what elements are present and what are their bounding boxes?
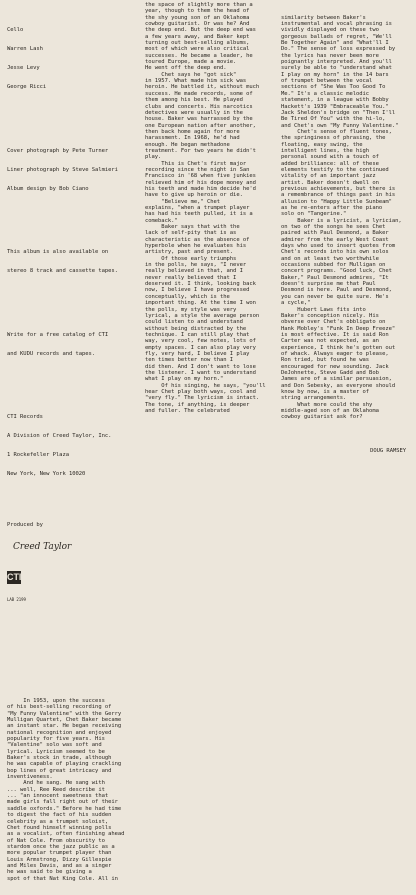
text-line: "My Funny Valentine" with the Gerry: [7, 710, 122, 717]
text-line: "Believe me," Chet: [145, 198, 221, 205]
text-line: cowboy guitarist ask for?: [281, 414, 363, 421]
text-line: characteristic as the absence of: [145, 236, 250, 243]
text-line: statement, in a league with Bobby: [281, 97, 389, 104]
text-line: has had his teeth pulled, it is a: [145, 211, 253, 218]
text-line: in 1957. What made him sick was: [145, 78, 247, 85]
text-line: intelligent lines, the high: [281, 147, 370, 154]
text-line: previous achievements, but there is: [281, 185, 396, 192]
production-credits: [7, 135, 142, 205]
text-line: The tone, if anything, is deeper: [145, 401, 250, 408]
text-line: "very fly." The lyricism is intact.: [145, 395, 260, 402]
text-line: I play on my horn" in the 14 bars: [281, 71, 389, 78]
text-line: days who used to insert quotes from: [281, 243, 396, 250]
stereo-line: This album is also available on: [7, 249, 109, 256]
text-line: recording since the night in San: [145, 166, 250, 173]
text-line: He went off the deep end.: [145, 65, 227, 72]
text-line: of his best-selling recording of: [7, 704, 112, 711]
text-line: artistry, past and present.: [145, 249, 234, 256]
text-line: success. He made records, some of: [145, 90, 253, 97]
text-line: Baker's stock in trade, although: [7, 755, 112, 762]
text-line: as he re-enters after the piano: [281, 205, 383, 211]
text-line: string arrangements.: [281, 395, 347, 402]
text-line: house. Baker was harrassed by the: [145, 116, 253, 123]
text-line: Baker," Paul Desmond admires, "It: [281, 274, 389, 281]
text-line: relieved him of his dope money and: [145, 179, 256, 186]
text-line: did then. And I don't want to lose: [145, 363, 256, 370]
text-line: play.: [145, 154, 162, 161]
liner-notes-opening: [7, 698, 142, 882]
text-line: Chet's sense of fluent tones,: [281, 128, 392, 135]
text-line: Hubert Laws fits into: [281, 306, 366, 313]
credit-line: George Ricci: [7, 84, 47, 91]
text-line: Of his singing, he says, "you'll: [145, 382, 266, 389]
text-line: lyrical, a style the average person: [145, 312, 260, 319]
address-line: A Division of Creed Taylor, Inc.: [7, 433, 112, 440]
text-line: DeJohnette, Steve Gadd and Bob: [281, 369, 379, 376]
text-line: personal sound with a touch of: [281, 154, 379, 161]
text-line: Chet's records into his own solos: [281, 249, 389, 256]
text-line: an instant star. He began receiving: [7, 723, 122, 730]
catalog-number: LAB 2199: [7, 596, 26, 602]
credits-block: [7, 15, 142, 104]
text-line: without being distracted by the: [145, 325, 247, 332]
text-line: Carter was not expected, as an: [281, 338, 379, 345]
text-line: and on at least two worthwhile: [281, 255, 379, 262]
text-line: explains, "when a trumpet player: [145, 205, 250, 211]
text-line: Be Together Again" and "What'll I: [281, 40, 389, 47]
production-line: Album design by Bob Ciano: [7, 185, 89, 192]
text-line: you can never be quite sure. He's: [281, 293, 389, 300]
produced-by-label: Produced by: [7, 522, 43, 529]
producer-signature: Creed Taylor: [13, 542, 72, 553]
text-line: lyrical. Lyricism seemed to be: [7, 748, 105, 755]
text-line: a cycle,": [281, 300, 311, 307]
text-line: then back home again for more: [145, 128, 240, 135]
text-line: made girls fall right out of their: [7, 799, 118, 806]
text-line: the springiness of phrasing, the: [281, 135, 386, 142]
text-line: have to give up heroin or die.: [145, 192, 243, 199]
text-line: the listener. I want to understand: [145, 369, 256, 376]
text-line: in the polls, he says, "I never: [145, 262, 247, 269]
text-line: comeback.": [145, 217, 178, 224]
text-line: surely be able to "understand what: [281, 65, 392, 72]
text-line: turning out best-selling albums,: [145, 40, 250, 47]
text-line: conceptually, which is the: [145, 293, 230, 300]
text-line: paired with Paul Desmond, a Baker: [281, 230, 389, 237]
text-line: and Don Sebesky, as everyone should: [281, 382, 396, 389]
text-line: treatment. For two years he didn't: [145, 147, 256, 154]
text-line: and Miles Davis, and as a singer: [7, 862, 112, 869]
text-line: Francisco in '68 when five junkies: [145, 173, 256, 180]
text-line: saddle oxfords." Before he had time: [7, 805, 122, 812]
text-line: And he sang. He sang with: [7, 780, 105, 787]
credit-line: Cello: [7, 27, 24, 34]
text-line: technique. I can still play that: [145, 331, 250, 338]
text-line: empty spaces. I can also play very: [145, 344, 256, 351]
text-line: the shy young son of an Oklahoma: [145, 14, 250, 21]
text-line: his teeth and made him decide he'd: [145, 185, 256, 192]
text-line: stardom once the jazz public as a: [7, 843, 115, 850]
text-line: enough. He began methadone: [145, 141, 230, 148]
text-line: the lyrics has never been more: [281, 52, 379, 59]
text-line: never really believed that I: [145, 274, 237, 281]
text-line: spot of that Nat King Cole. All in: [7, 875, 118, 882]
text-line: Hackett's 1939 "Embraceable You.": [281, 103, 389, 110]
text-line: cowboy guitarist. Or was he? And: [145, 21, 250, 28]
text-line: Baker is a lyricist, a lyrician,: [281, 217, 402, 224]
text-line: of trumpet between the vocal: [281, 78, 373, 85]
credit-line: Warren Lash: [7, 46, 43, 53]
label-address: [7, 402, 142, 491]
text-line: most of which were also critical: [145, 46, 250, 53]
text-line: ten times better now than I: [145, 357, 234, 364]
text-line: them among his best. He played: [145, 97, 243, 104]
text-line: similarity between Baker's: [281, 14, 366, 21]
address-line: CTI Records: [7, 414, 43, 421]
text-line: Be Tired Of You" with the hi-lo,: [281, 116, 386, 123]
text-line: way, very cool, few notes, lots of: [145, 338, 256, 345]
text-line: he was said to be giving a: [7, 869, 92, 876]
text-line: elements testify to the continued: [281, 166, 389, 173]
text-line: the polls, my style was very: [145, 306, 237, 313]
text-line: vividly displayed on these two: [281, 27, 379, 34]
text-line: ... well, Ree Reed describe it: [7, 786, 105, 793]
text-line: Do." The sense of loss expressed by: [281, 46, 396, 53]
text-line: deserved it. I think, looking back: [145, 281, 256, 288]
cti-logo: CTI: [7, 571, 22, 582]
text-line: successes. He became a leader, he: [145, 52, 253, 59]
text-line: what I play on my horn.": [145, 376, 224, 383]
text-line: he was capable of playing crackling: [7, 761, 122, 768]
text-line: sections of "She Was Too Good To: [281, 84, 386, 91]
text-line: vitality of an important jazz: [281, 173, 376, 180]
catalog-line: and KUDU records and tapes.: [7, 350, 96, 357]
text-line: concert programs. "Good luck, Chet: [281, 268, 392, 275]
text-line: harassment. In 1968, he'd had: [145, 135, 240, 142]
liner-notes-column-3: [281, 2, 414, 467]
text-line: admirer from the early West Coast: [281, 236, 389, 243]
text-line: "Valentine" solo was soft and: [7, 742, 102, 749]
text-line: poignantly interpreted. And you'll: [281, 59, 392, 66]
text-line: could listen to and understand: [145, 319, 243, 326]
text-line: added brilliance: all of these: [281, 160, 379, 167]
text-line: a few years away, and Baker kept: [145, 33, 250, 40]
text-line: one European nation after another,: [145, 122, 256, 129]
text-line: inventiveness.: [7, 774, 53, 781]
text-line: Hank Mobley's "Funk In Deep Freeze": [281, 325, 396, 332]
address-line: New York, New York 10020: [7, 471, 86, 478]
text-line: and Chet's own "My Funny Valentine.": [281, 122, 399, 129]
text-line: In 1953, upon the success: [7, 697, 105, 704]
text-line: the space of slightly more than a: [145, 2, 253, 8]
text-line: toured Europe, made a movie.: [145, 59, 237, 66]
text-line: Desmond is here. Paul and Desmond,: [281, 287, 392, 294]
text-line: and fuller. The celebrated: [145, 408, 230, 414]
text-line: now, I believe I have progressed: [145, 287, 250, 294]
text-line: detectives were usually in the: [145, 109, 243, 116]
text-line: Mulligan Quartet, Chet Baker became: [7, 717, 122, 723]
text-line: solo on "Tangerine.": [281, 211, 347, 218]
text-line: artist. Baker doesn't dwell on: [281, 179, 379, 186]
text-line: is most effective. It is said Ron: [281, 331, 389, 338]
text-line: to digest the fact of his sudden: [7, 812, 112, 819]
text-line: encouraged for new sounding. Jack: [281, 363, 389, 370]
text-line: Baker's conception nicely. His: [281, 312, 379, 319]
text-line: fly, very hard, I believe I play: [145, 350, 250, 357]
text-line: ... "an innocent sweetness that: [7, 793, 109, 800]
text-line: as a vocalist, often finishing ahead: [7, 831, 125, 838]
production-line: Cover photograph by Pete Turner: [7, 147, 109, 154]
text-line: What more could the shy: [281, 401, 373, 408]
text-line: gorgeous ballads of regret, "We'll: [281, 33, 392, 40]
text-line: Me." It's a classic melodic: [281, 90, 370, 97]
text-line: more popular trumpet player than: [7, 850, 112, 857]
stereo-line: stereo 8 track and cassette tapes.: [7, 268, 118, 275]
text-line: experience, I think he's gotten out: [281, 344, 396, 351]
liner-notes-column-2: [145, 2, 278, 414]
text-line: doesn't surprise me that Paul: [281, 281, 376, 288]
liner-notes-column-1: [7, 2, 142, 895]
production-line: Liner photograph by Steve Salmieri: [7, 166, 118, 173]
text-line: instrumental and vocal phrasing is: [281, 21, 392, 28]
text-line: floating, easy swing, the: [281, 141, 363, 148]
text-line: occasions subbed for Mulligan on: [281, 262, 386, 269]
text-line: middle-aged son of an Oklahoma: [281, 408, 379, 414]
text-line: the deep end. But the deep end was: [145, 27, 256, 34]
text-line: of Nat Cole. From obscurity to: [7, 837, 105, 844]
text-line: bop lines of great intricacy and: [7, 767, 112, 774]
text-line: Of those early triumphs: [145, 255, 237, 262]
text-line: national recognition and enjoyed: [7, 729, 112, 736]
text-line: Jack Sheldon's bridge on "Then I'll: [281, 109, 396, 116]
catalog-note: [7, 319, 142, 370]
text-line: important thing. At the time I won: [145, 300, 256, 307]
text-line: lack of self-pity that is as: [145, 230, 237, 237]
text-line: hyperbole when he evaluates his: [145, 243, 247, 250]
text-line: Chet found himself winning polls: [7, 824, 112, 831]
text-line: hear Chet play both ways, cool and: [145, 388, 256, 395]
text-line: year, though to them the head of: [145, 8, 250, 15]
stereo-note: [7, 237, 142, 288]
text-line: allusion to "Happy Little Sunbeam": [281, 198, 392, 205]
text-line: know by now, is a master of: [281, 388, 370, 395]
text-line: popularity for five years. His: [7, 736, 105, 743]
text-line: heroin. He battled it, without much: [145, 84, 260, 91]
text-line: of whack. Always eager to please,: [281, 350, 389, 357]
text-line: really believed in that, and I: [145, 268, 243, 275]
text-line: Louis Armstrong, Dizzy Gillespie: [7, 856, 112, 863]
text-line: James are of a similar persuasion,: [281, 376, 392, 383]
author-byline: DOUG RAMSEY: [370, 448, 406, 455]
text-line: a remembrance of things past in his: [281, 192, 396, 199]
text-line: Chet says he "got sick": [145, 71, 237, 78]
text-line: obverse over Chet's obbligato on: [281, 319, 386, 326]
text-line: Baker says that with the: [145, 224, 240, 231]
address-line: 1 Rockefeller Plaza: [7, 452, 69, 459]
credit-line: Jesse Levy: [7, 65, 40, 72]
text-line: celebrity as a trumpet soloist,: [7, 818, 109, 825]
text-line: clubs and concerts. His narcotics: [145, 103, 253, 110]
text-line: This is Chet's first major: [145, 160, 247, 167]
text-line: Ron tried, but found he was: [281, 357, 370, 364]
text-line: on two of the songs he sees Chet: [281, 224, 386, 231]
catalog-line: Write for a free catalog of CTI: [7, 331, 109, 338]
